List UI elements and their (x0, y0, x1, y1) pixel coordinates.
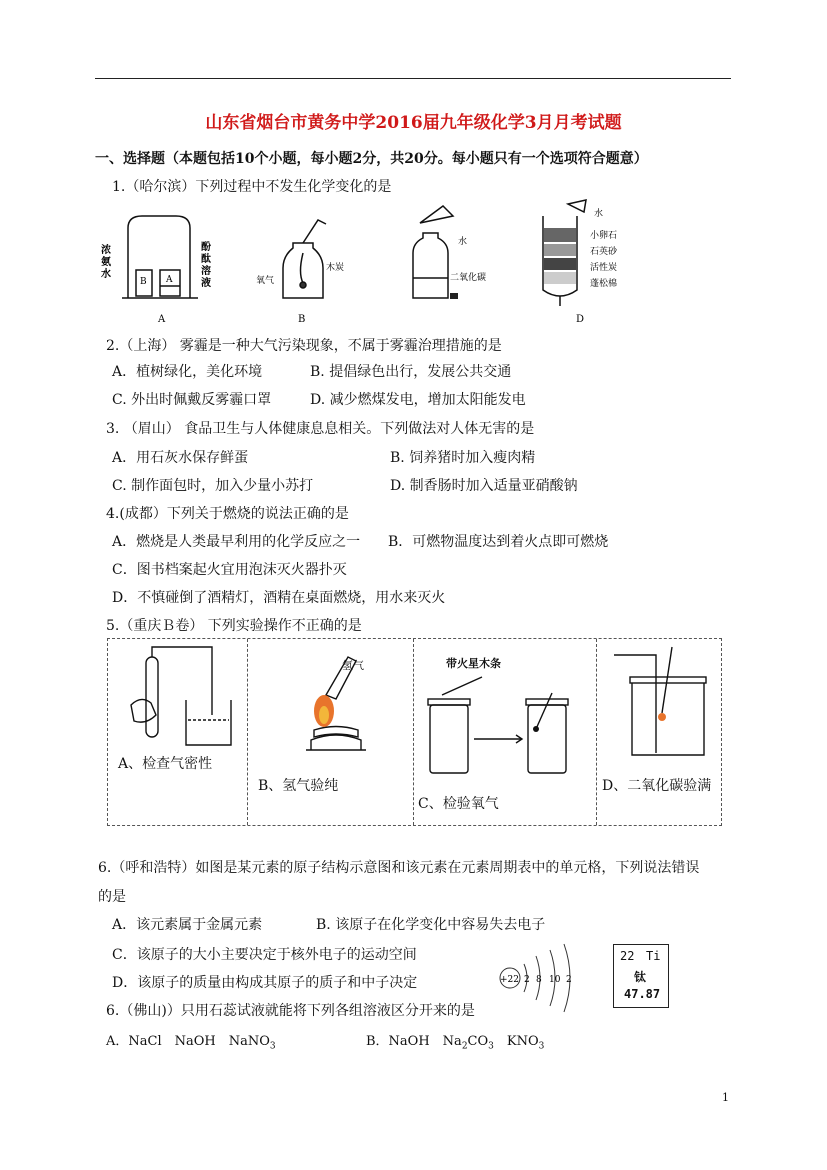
question-1-figure (98, 198, 638, 328)
figD-letter: D (576, 314, 585, 325)
q2-option-d: D. 减少燃煤发电，增加太阳能发电 (310, 392, 526, 408)
figA-right-2: 酞 (201, 254, 211, 265)
figB-letter: B (298, 314, 306, 325)
periodic-table-cell (613, 944, 669, 1008)
figB-wood: 木炭 (326, 263, 345, 273)
figA-letter: A (158, 314, 166, 325)
cell-atomic-number: 22 (620, 949, 635, 963)
q2-option-c: C. 外出时佩戴反雾霾口罩 (112, 392, 272, 408)
figC-water: 水 (458, 237, 468, 247)
q7-option-b: B．NaOH $Na_2CO_3$ $KNO_3$ (366, 1034, 545, 1052)
atom-structure-diagram (496, 938, 596, 1018)
page-number: 1 (722, 1091, 729, 1104)
figure-c-bottle (413, 206, 453, 298)
q3-option-d: D. 制香肠时加入适量亚硝酸钠 (390, 478, 578, 494)
page-title: 山东省烟台市黄务中学2016届九年级化学3月月考试题 (205, 113, 622, 133)
figA-left-1: 浓 (101, 245, 111, 256)
cell-element-name: 钛 (634, 970, 647, 984)
figD-label-5: 蓬松棉 (590, 279, 618, 289)
q3-option-c: C. 制作面包时，加入少量小苏打 (112, 478, 314, 494)
figA-right-3: 溶 (201, 266, 211, 277)
q6-option-d: D．该原子的质量由构成其原子的质子和中子决定 (112, 975, 418, 991)
figD-label-1: 水 (594, 209, 604, 219)
atom-shell-4: 2 (566, 975, 572, 985)
question-4-stem: 4.(成都）下列关于燃烧的说法正确的是 (106, 506, 349, 522)
q6-option-b: B. 该原子在化学变化中容易失去电子 (316, 917, 546, 933)
figB-oxygen: 氧气 (256, 276, 275, 286)
figD-label-4: 活性炭 (590, 263, 618, 273)
figA-left-3: 水 (101, 269, 111, 280)
q5-option-c: C、检验氧气 (418, 796, 499, 812)
question-7-stem: 6.（佛山)）只用石蕊试液就能将下列各组溶液区分开来的是 (106, 1003, 475, 1019)
figure-a-bell-jar (122, 216, 198, 298)
q5b-apparatus (256, 645, 406, 763)
q5-option-d: D、二氧化碳验满 (602, 778, 712, 794)
q4-option-c: C．图书档案起火宜用泡沫灭火器扑灭 (112, 562, 347, 578)
figA-beaker-b: B (140, 277, 147, 287)
q5c-label: 带火星木条 (446, 657, 501, 670)
figA-beaker-a: A (166, 275, 173, 285)
q3-option-a: A．用石灰水保存鲜蛋 (112, 450, 249, 466)
atom-shell-3: 10 (549, 975, 561, 985)
q2-option-b: B. 提倡绿色出行，发展公共交通 (310, 364, 512, 380)
q7-option-a: A．NaCl NaOH NaNO$_3$ (106, 1034, 276, 1052)
atom-shell-1: 2 (524, 975, 530, 985)
figC-co2: 二氧化碳 (450, 273, 487, 283)
cell-atomic-mass: 47.87 (624, 987, 661, 1001)
q5-figure-box (107, 638, 722, 826)
q4-option-b: B．可燃物温度达到着火点即可燃烧 (388, 534, 609, 550)
q5a-apparatus (116, 645, 241, 755)
q5c-apparatus (422, 669, 590, 779)
q5d-apparatus (604, 643, 716, 763)
q6-option-c: C．该原子的大小主要决定于核外电子的运动空间 (112, 947, 417, 963)
question-6-stem-line2: 的是 (98, 889, 126, 905)
q5-option-a: A、检查气密性 (118, 756, 213, 772)
header-rule (95, 78, 731, 79)
question-1-stem: 1.（哈尔滨）下列过程中不发生化学变化的是 (112, 179, 392, 195)
figA-right-4: 液 (201, 278, 211, 289)
atom-nucleus: +22 (500, 975, 519, 985)
q5-option-b: B、氢气验纯 (258, 778, 339, 794)
q6-option-a: A．该元素属于金属元素 (112, 917, 263, 933)
q4-option-a: A．燃烧是人类最早利用的化学反应之一 (112, 534, 361, 550)
q5b-gas-label: 氢气 (342, 659, 364, 672)
figD-label-2: 小卵石 (590, 231, 618, 241)
section-heading: 一、选择题（本题包括10个小题，每小题2分，共20分。每小题只有一个选项符合题意） (95, 151, 648, 167)
question-3-stem: 3. （眉山） 食品卫生与人体健康息息相关。下列做法对人体无害的是 (106, 421, 535, 437)
figA-left-2: 氨 (101, 257, 111, 268)
q4-option-d: D．不慎碰倒了酒精灯，酒精在桌面燃烧，用水来灭火 (112, 590, 446, 606)
figure-b-bottle (283, 220, 326, 298)
question-6-stem-line1: 6.（呼和浩特）如图是某元素的原子结构示意图和该元素在元素周期表中的单元格，下列说法错误 (98, 860, 700, 876)
cell-symbol: Ti (646, 949, 661, 963)
question-5-stem: 5.（重庆Ｂ卷） 下列实验操作不正确的是 (106, 618, 362, 634)
q3-option-b: B. 饲养猪时加入瘦肉精 (390, 450, 536, 466)
q2-option-a: A．植树绿化，美化环境 (112, 364, 263, 380)
atom-shell-2: 8 (536, 975, 542, 985)
figD-label-3: 石英砂 (590, 247, 618, 257)
question-2-stem: 2.（上海） 雾霾是一种大气污染现象，不属于雾霾治理措施的是 (106, 338, 502, 354)
figA-right-1: 酚 (201, 242, 211, 253)
